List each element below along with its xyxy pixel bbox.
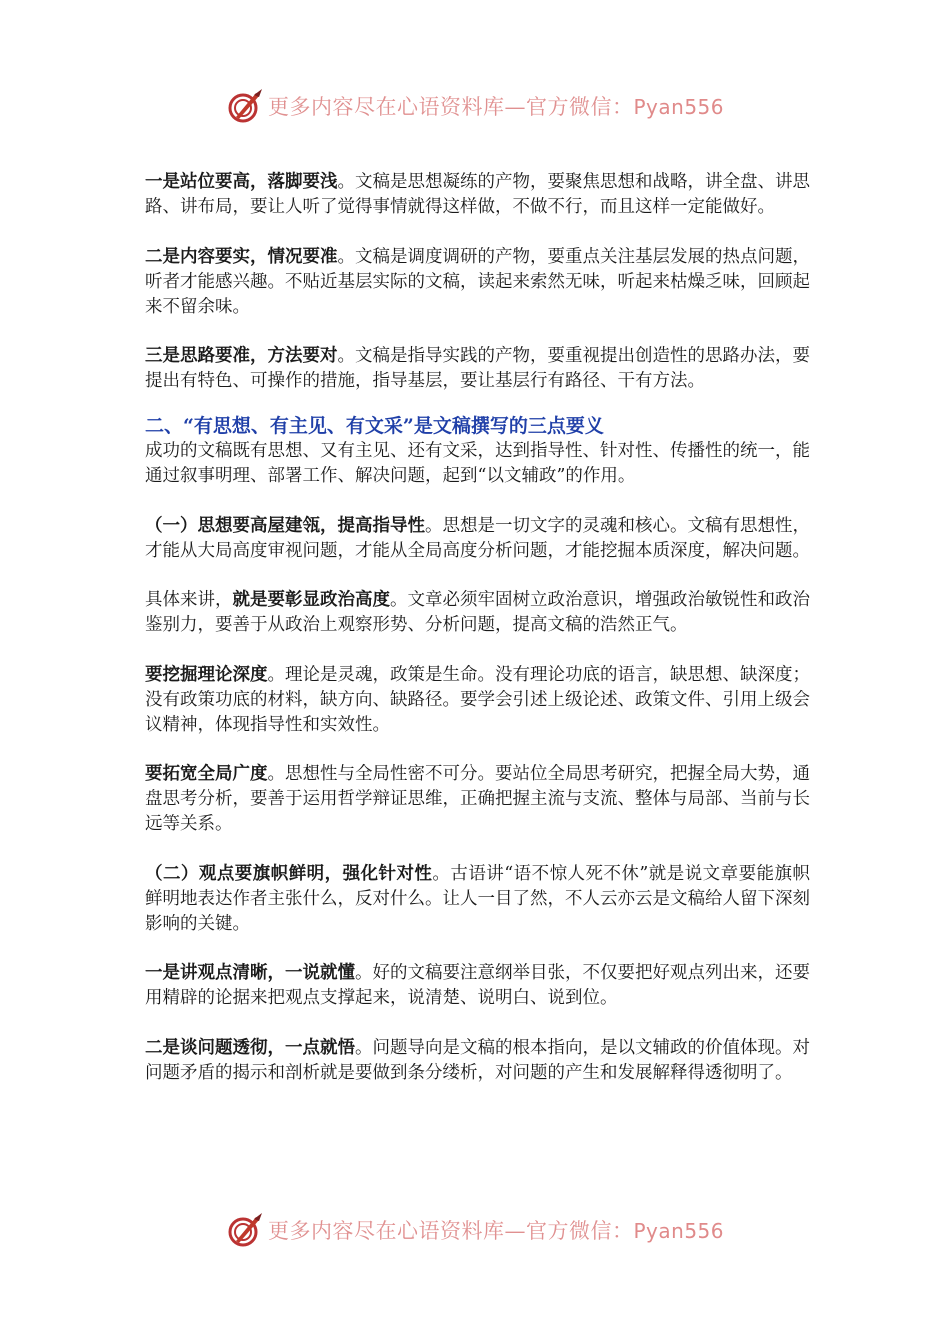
watermark-text: 更多内容尽在心语资料库—官方微信：Pyan556 <box>267 95 724 119</box>
footer-watermark-banner <box>0 1208 950 1252</box>
paragraph: 要挖掘理论深度。理论是灵魂，政策是生命。没有理论功底的语言，缺思想、缺深度；没有政策功底的材料，缺方向、缺路径。要学会引述上级论述、政策文件、引用上级会议精神，体现指导性和实效性。 <box>145 664 810 735</box>
paragraph: （一）思想要高屋建瓴，提高指导性。思想是一切文字的灵魂和核心。文稿有思想性，才能从大局高度审视问题，才能从全局高度分析问题，才能挖掘本质深度，解决问题。 <box>145 515 810 561</box>
paragraph: 要拓宽全局广度。思想性与全局性密不可分。要站位全局思考研究，把握全局大势，通盘思考分析，要善于运用哲学辩证思维，正确把握主流与支流、整体与局部、当前与长远等关系。 <box>145 764 810 834</box>
section-heading: 二、“有思想、有主见、有文采”是文稿撰写的三点要义 <box>145 415 604 437</box>
watermark-text: 更多内容尽在心语资料库—官方微信：Pyan556 <box>267 1219 724 1243</box>
document-body <box>145 170 810 1110</box>
paragraph: 成功的文稿既有思想、又有主见、还有文采，达到指导性、针对性、传播性的统一，能通过叙事明理、部署工作、解决问题，起到“以文辅政”的作用。 <box>145 441 810 486</box>
paragraph: 三是思路要准，方法要对。文稿是指导实践的产物，要重视提出创造性的思路办法，要提出有特色、可操作的措施，指导基层，要让基层行有路径、干有方法。 <box>145 346 810 391</box>
paragraph: 具体来讲，就是要彰显政治高度。文章必须牢固树立政治意识，增强政治敏锐性和政治鉴别力，要善于从政治上观察形势、分析问题，提高文稿的浩然正气。 <box>145 590 810 635</box>
paragraph: 一是讲观点清晰，一说就懂。好的文稿要注意纲举目张，不仅要把好观点列出来，还要用精辟的论据来把观点支撑起来，说清楚、说明白、说到位。 <box>145 963 810 1008</box>
quill-pen-circle-icon <box>226 1211 264 1249</box>
quill-pen-circle-icon <box>226 87 264 125</box>
paragraph: （二）观点要旗帜鲜明，强化针对性。古语讲“语不惊人死不休”就是说文章要能旗帜鲜明地表达作者主张什么，反对什么。让人一目了然，不人云亦云是文稿给人留下深刻影响的关键。 <box>145 863 810 934</box>
header-watermark-banner <box>0 84 950 128</box>
paragraph: 二是内容要实，情况要准。文稿是调度调研的产物，要重点关注基层发展的热点问题，听者才能感兴趣。不贴近基层实际的文稿，读起来索然无味，听起来枯燥乏味，回顾起来不留余味。 <box>145 246 810 317</box>
paragraph: 一是站位要高，落脚要浅。文稿是思想凝练的产物，要聚焦思想和战略，讲全盘、讲思路、讲布局，要让人听了觉得事情就得这样做，不做不行，而且这样一定能做好。 <box>145 172 810 217</box>
paragraph: 二是谈问题透彻，一点就悟。问题导向是文稿的根本指向，是以文辅政的价值体现。对问题矛盾的揭示和剖析就是要做到条分缕析，对问题的产生和发展解释得透彻明了。 <box>145 1037 810 1083</box>
